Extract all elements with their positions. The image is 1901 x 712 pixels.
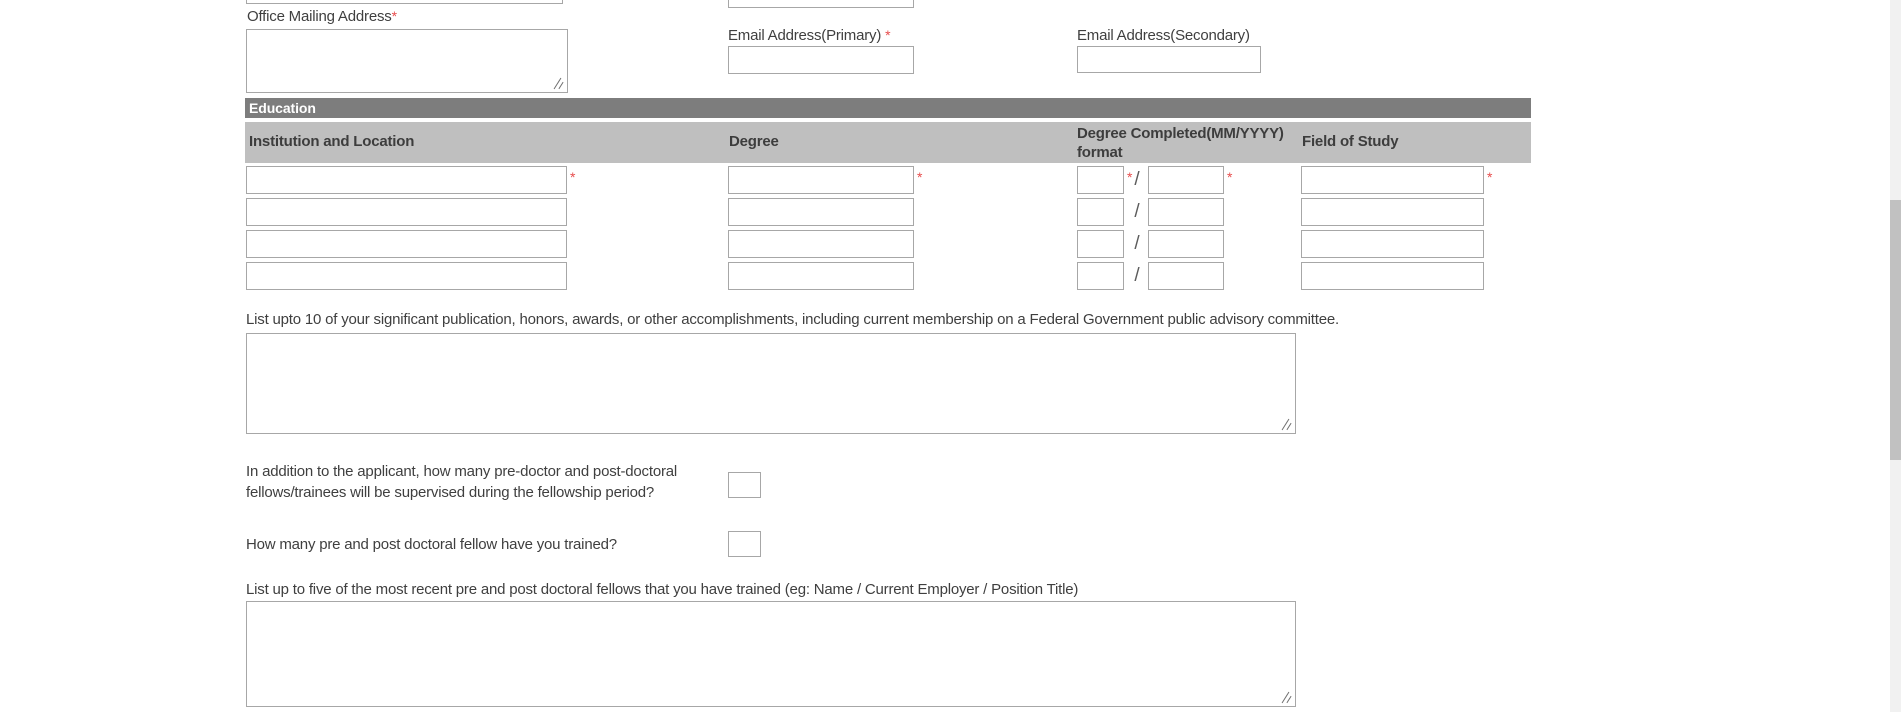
cutoff-input-left[interactable] xyxy=(246,0,563,4)
date-separator: / xyxy=(1134,169,1140,190)
institution-input-2[interactable] xyxy=(246,198,567,226)
degree-completed-month-input-3[interactable] xyxy=(1077,230,1124,258)
required-asterisk: * xyxy=(1227,169,1233,185)
column-header-degree: Degree xyxy=(729,133,779,150)
recent-fellows-textarea[interactable] xyxy=(247,602,1295,706)
required-asterisk: * xyxy=(391,8,397,24)
education-row-3 xyxy=(0,230,1901,258)
vertical-scrollbar-thumb[interactable] xyxy=(1890,200,1901,460)
column-header-degree-completed: Degree Completed(MM/YYYY) format xyxy=(1077,125,1284,161)
institution-input-1[interactable] xyxy=(246,166,567,194)
degree-input-4[interactable] xyxy=(728,262,914,290)
degree-completed-month-input-2[interactable] xyxy=(1077,198,1124,226)
trained-fellows-count-input[interactable] xyxy=(728,531,761,557)
field-of-study-input-4[interactable] xyxy=(1301,262,1484,290)
column-header-institution: Institution and Location xyxy=(249,133,415,150)
resize-handle-icon[interactable] xyxy=(1280,691,1293,704)
office-mailing-address-textarea-wrap xyxy=(246,29,568,93)
email-primary-label: Email Address(Primary) * xyxy=(728,27,891,44)
date-separator: / xyxy=(1134,233,1140,254)
required-asterisk: * xyxy=(570,169,576,185)
publications-textarea[interactable] xyxy=(247,334,1295,433)
field-of-study-input-1[interactable] xyxy=(1301,166,1484,194)
publications-prompt: List upto 10 of your significant publication, honors, awards, or other accomplishments, including current membership on a Federal Government public advisory committee. xyxy=(246,311,1339,328)
date-separator: / xyxy=(1134,201,1140,222)
required-asterisk: * xyxy=(885,27,891,43)
email-secondary-label: Email Address(Secondary) xyxy=(1077,27,1250,44)
education-row-4 xyxy=(0,262,1901,290)
email-secondary-input[interactable] xyxy=(1077,46,1261,73)
email-primary-input[interactable] xyxy=(728,46,914,74)
supervised-fellows-question: In addition to the applicant, how many pre-doctor and post-doctoral fellows/trainees will be supervised during the fellowship period? xyxy=(246,463,678,501)
education-section-header xyxy=(245,98,1531,118)
required-asterisk: * xyxy=(1127,169,1133,185)
field-of-study-input-2[interactable] xyxy=(1301,198,1484,226)
degree-completed-year-input-4[interactable] xyxy=(1148,262,1224,290)
degree-input-2[interactable] xyxy=(728,198,914,226)
required-asterisk: * xyxy=(1487,169,1493,185)
date-separator: / xyxy=(1134,265,1140,286)
education-table-header xyxy=(245,122,1531,163)
degree-completed-year-input-1[interactable] xyxy=(1148,166,1224,194)
education-section-title: Education xyxy=(249,100,316,116)
resize-handle-icon[interactable] xyxy=(552,77,565,90)
degree-input-1[interactable] xyxy=(728,166,914,194)
education-row-1 xyxy=(0,166,1901,194)
recent-fellows-prompt: List up to five of the most recent pre and post doctoral fellows that you have trained (eg: Name / Current Employer / Position Title) xyxy=(246,581,1079,598)
institution-input-3[interactable] xyxy=(246,230,567,258)
degree-completed-month-input-1[interactable] xyxy=(1077,166,1124,194)
resize-handle-icon[interactable] xyxy=(1280,418,1293,431)
trained-fellows-question: How many pre and post doctoral fellow have you trained? xyxy=(246,536,617,553)
education-row-2 xyxy=(0,198,1901,226)
office-mailing-address-textarea[interactable] xyxy=(247,30,567,92)
institution-input-4[interactable] xyxy=(246,262,567,290)
degree-completed-month-input-4[interactable] xyxy=(1077,262,1124,290)
required-asterisk: * xyxy=(917,169,923,185)
recent-fellows-textarea-wrap xyxy=(246,601,1296,707)
office-mailing-address-label: Office Mailing Address* xyxy=(247,8,397,25)
field-of-study-input-3[interactable] xyxy=(1301,230,1484,258)
cutoff-input-middle[interactable] xyxy=(728,0,914,8)
supervised-fellows-count-input[interactable] xyxy=(728,472,761,498)
degree-completed-year-input-3[interactable] xyxy=(1148,230,1224,258)
degree-input-3[interactable] xyxy=(728,230,914,258)
degree-completed-year-input-2[interactable] xyxy=(1148,198,1224,226)
publications-textarea-wrap xyxy=(246,333,1296,434)
column-header-field-of-study: Field of Study xyxy=(1302,133,1399,150)
